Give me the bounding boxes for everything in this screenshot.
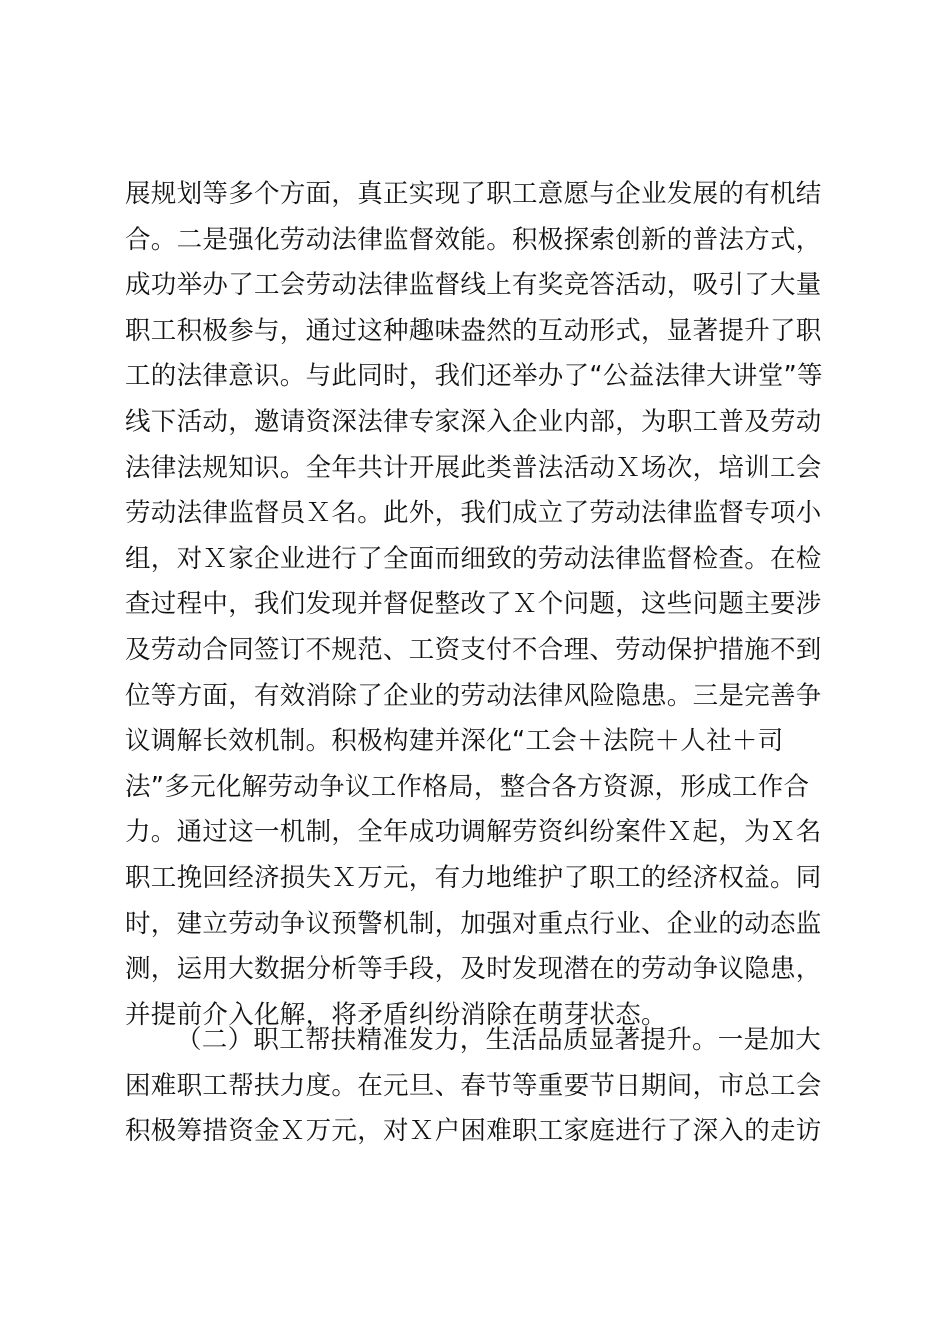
text-line: 劳动法律监督员Ｘ名。此外，我们成立了劳动法律监督专项小 [125, 498, 822, 529]
text-line: 困难职工帮扶力度。在元旦、春节等重要节日期间，市总工会 [125, 1070, 822, 1101]
text-line: 力。通过这一机制，全年成功调解劳资纠纷案件Ｘ起，为Ｘ名 [125, 817, 822, 848]
text-line: 线下活动，邀请资深法律专家深入企业内部，为职工普及劳动 [125, 406, 822, 437]
text-line: 积极筹措资金Ｘ万元，对Ｘ户困难职工家庭进行了深入的走访 [125, 1116, 822, 1147]
text-line: 展规划等多个方面，真正实现了职工意愿与企业发展的有机结 [125, 179, 822, 209]
text-line: 时，建立劳动争议预警机制，加强对重点行业、企业的动态监 [125, 908, 822, 939]
text-line: 查过程中，我们发现并督促整改了Ｘ个问题，这些问题主要涉 [125, 589, 822, 620]
text-line: 并提前介入化解，将矛盾纠纷消除在萌芽状态。 [125, 999, 667, 1030]
text-line: 职工挽回经济损失Ｘ万元，有力地维护了职工的经济权益。同 [125, 862, 822, 893]
text-line: 测，运用大数据分析等手段，及时发现潜在的劳动争议隐患， [125, 954, 822, 985]
text-line: 位等方面，有效消除了企业的劳动法律风险隐患。三是完善争 [125, 680, 822, 711]
text-line: 议调解长效机制。积极构建并深化“工会＋法院＋人社＋司 [125, 726, 784, 757]
paragraph-labor-law-supervision [125, 172, 825, 1038]
text-line: 成功举办了工会劳动法律监督线上有奖竞答活动，吸引了大量 [125, 270, 822, 301]
text-line: 法”多元化解劳动争议工作格局，整合各方资源，形成工作合 [125, 771, 810, 802]
paragraph-worker-assistance [125, 1018, 825, 1155]
text-line: 合。二是强化劳动法律监督效能。积极探索创新的普法方式， [125, 224, 822, 255]
text-line: 法律法规知识。全年共计开展此类普法活动Ｘ场次，培训工会 [125, 452, 822, 483]
text-line: 组，对Ｘ家企业进行了全面而细致的劳动法律监督检查。在检 [125, 543, 822, 574]
text-line: 职工积极参与，通过这种趣味盎然的互动形式，显著提升了职 [125, 315, 822, 346]
text-line: 工的法律意识。与此同时，我们还举办了“公益法律大讲堂”等 [125, 361, 823, 392]
text-line: （二）职工帮扶精准发力，生活品质显著提升。一是加大 [176, 1025, 822, 1055]
text-line: 及劳动合同签订不规范、工资支付不合理、劳动保护措施不到 [125, 634, 822, 665]
